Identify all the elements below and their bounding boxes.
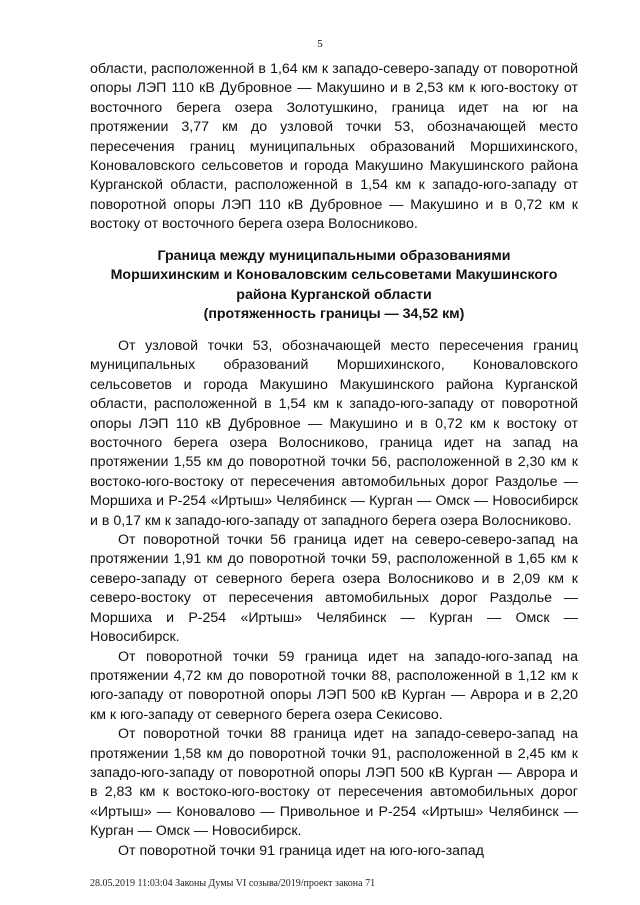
paragraph: От поворотной точки 88 граница идет на западо-северо-запад на протяжении 1,58 км до поворотной точки 91, расположенной в 2,45 км к западо-юго-западу от поворотной опоры ЛЭП 500 кВ Курган — Аврора и в 2,83 км к востоко-юго-востоку от пересечения автомобильных дорог «Иртыш» — Коновалово — Привольное и Р-254 «Иртыш» Челябинск — Курган — Омск — Новосибирск.	[90, 726, 578, 840]
paragraph: От поворотной точки 91 граница идет на юго-юго-запад	[118, 842, 484, 859]
heading-line-2: Моршихинским и Коноваловским сельсоветами Макушинского	[110, 267, 558, 284]
heading-line-1: Граница между муниципальными образованиями	[157, 248, 511, 264]
intro-paragraph: области, расположенной в 1,64 км к западо-северо-западу от поворотной опоры ЛЭП 110 кВ Дубровное — Макушино и в 2,53 км к юго-востоку от восточного берега озера Золотушкино, граница идет на юг на протяжении 3,77 км до узловой точки 53, обозначающей место пересечения границ муниципальных образований Моршихинского, Коноваловского сельсоветов и города Макушино Макушинского района Курганской области, расположенной в 1,54 км к западо-юго-западу от поворотной опоры ЛЭП 110 кВ Дубровное — Макушино и в 0,72 км к востоку от восточного берега озера Волосниково.	[90, 61, 578, 233]
paragraph: От узловой точки 53, обозначающей место пересечения границ муниципальных образований Моршихинского, Коноваловского сельсоветов и города Макушино Макушинского района Курганской области, расположенной в 1,54 км к западо-юго-западу от поворотной опоры ЛЭП 110 кВ Дубровное — Макушино и в 0,72 км к востоку от восточного берега озера Волосниково, граница идет на запад на протяжении 1,55 км до поворотной точки 56, расположенной в 2,30 км к востоко-юго-востоку от пересечения автомобильных дорог Раздолье — Моршиха и Р-254 «Иртыш» Челябинск — Курган — Омск — Новосибирск и в 0,17 км к западо-юго-западу от западного берега озера Волосниково.	[90, 338, 578, 529]
section-heading	[90, 247, 578, 325]
page-number: 5	[317, 38, 323, 50]
paragraph: От поворотной точки 56 граница идет на северо-северо-запад на протяжении 1,91 км до поворотной точки 59, расположенной в 1,65 км к северо-западу от северного берега озера Волосниково и в 2,09 км к северо-востоку от пересечения автомобильных дорог Раздолье — Моршиха и Р-254 «Иртыш» Челябинск — Курган — Омск — Новосибирск.	[90, 532, 578, 646]
heading-line-3: района Курганской области	[236, 286, 432, 303]
paragraph: От поворотной точки 59 граница идет на западо-юго-запад на протяжении 4,72 км до поворотной точки 88, расположенной в 1,12 км к юго-западу от поворотной опоры ЛЭП 500 кВ Курган — Аврора и в 2,20 км к юго-западу от северного берега озера Секисово.	[90, 648, 578, 723]
page-footer: 28.05.2019 11:03:04 Законы Думы VI созыва/2019/проект закона 71	[90, 878, 376, 889]
heading-line-4: (протяженность границы — 34,52 км)	[203, 306, 465, 323]
section-body	[90, 337, 578, 861]
